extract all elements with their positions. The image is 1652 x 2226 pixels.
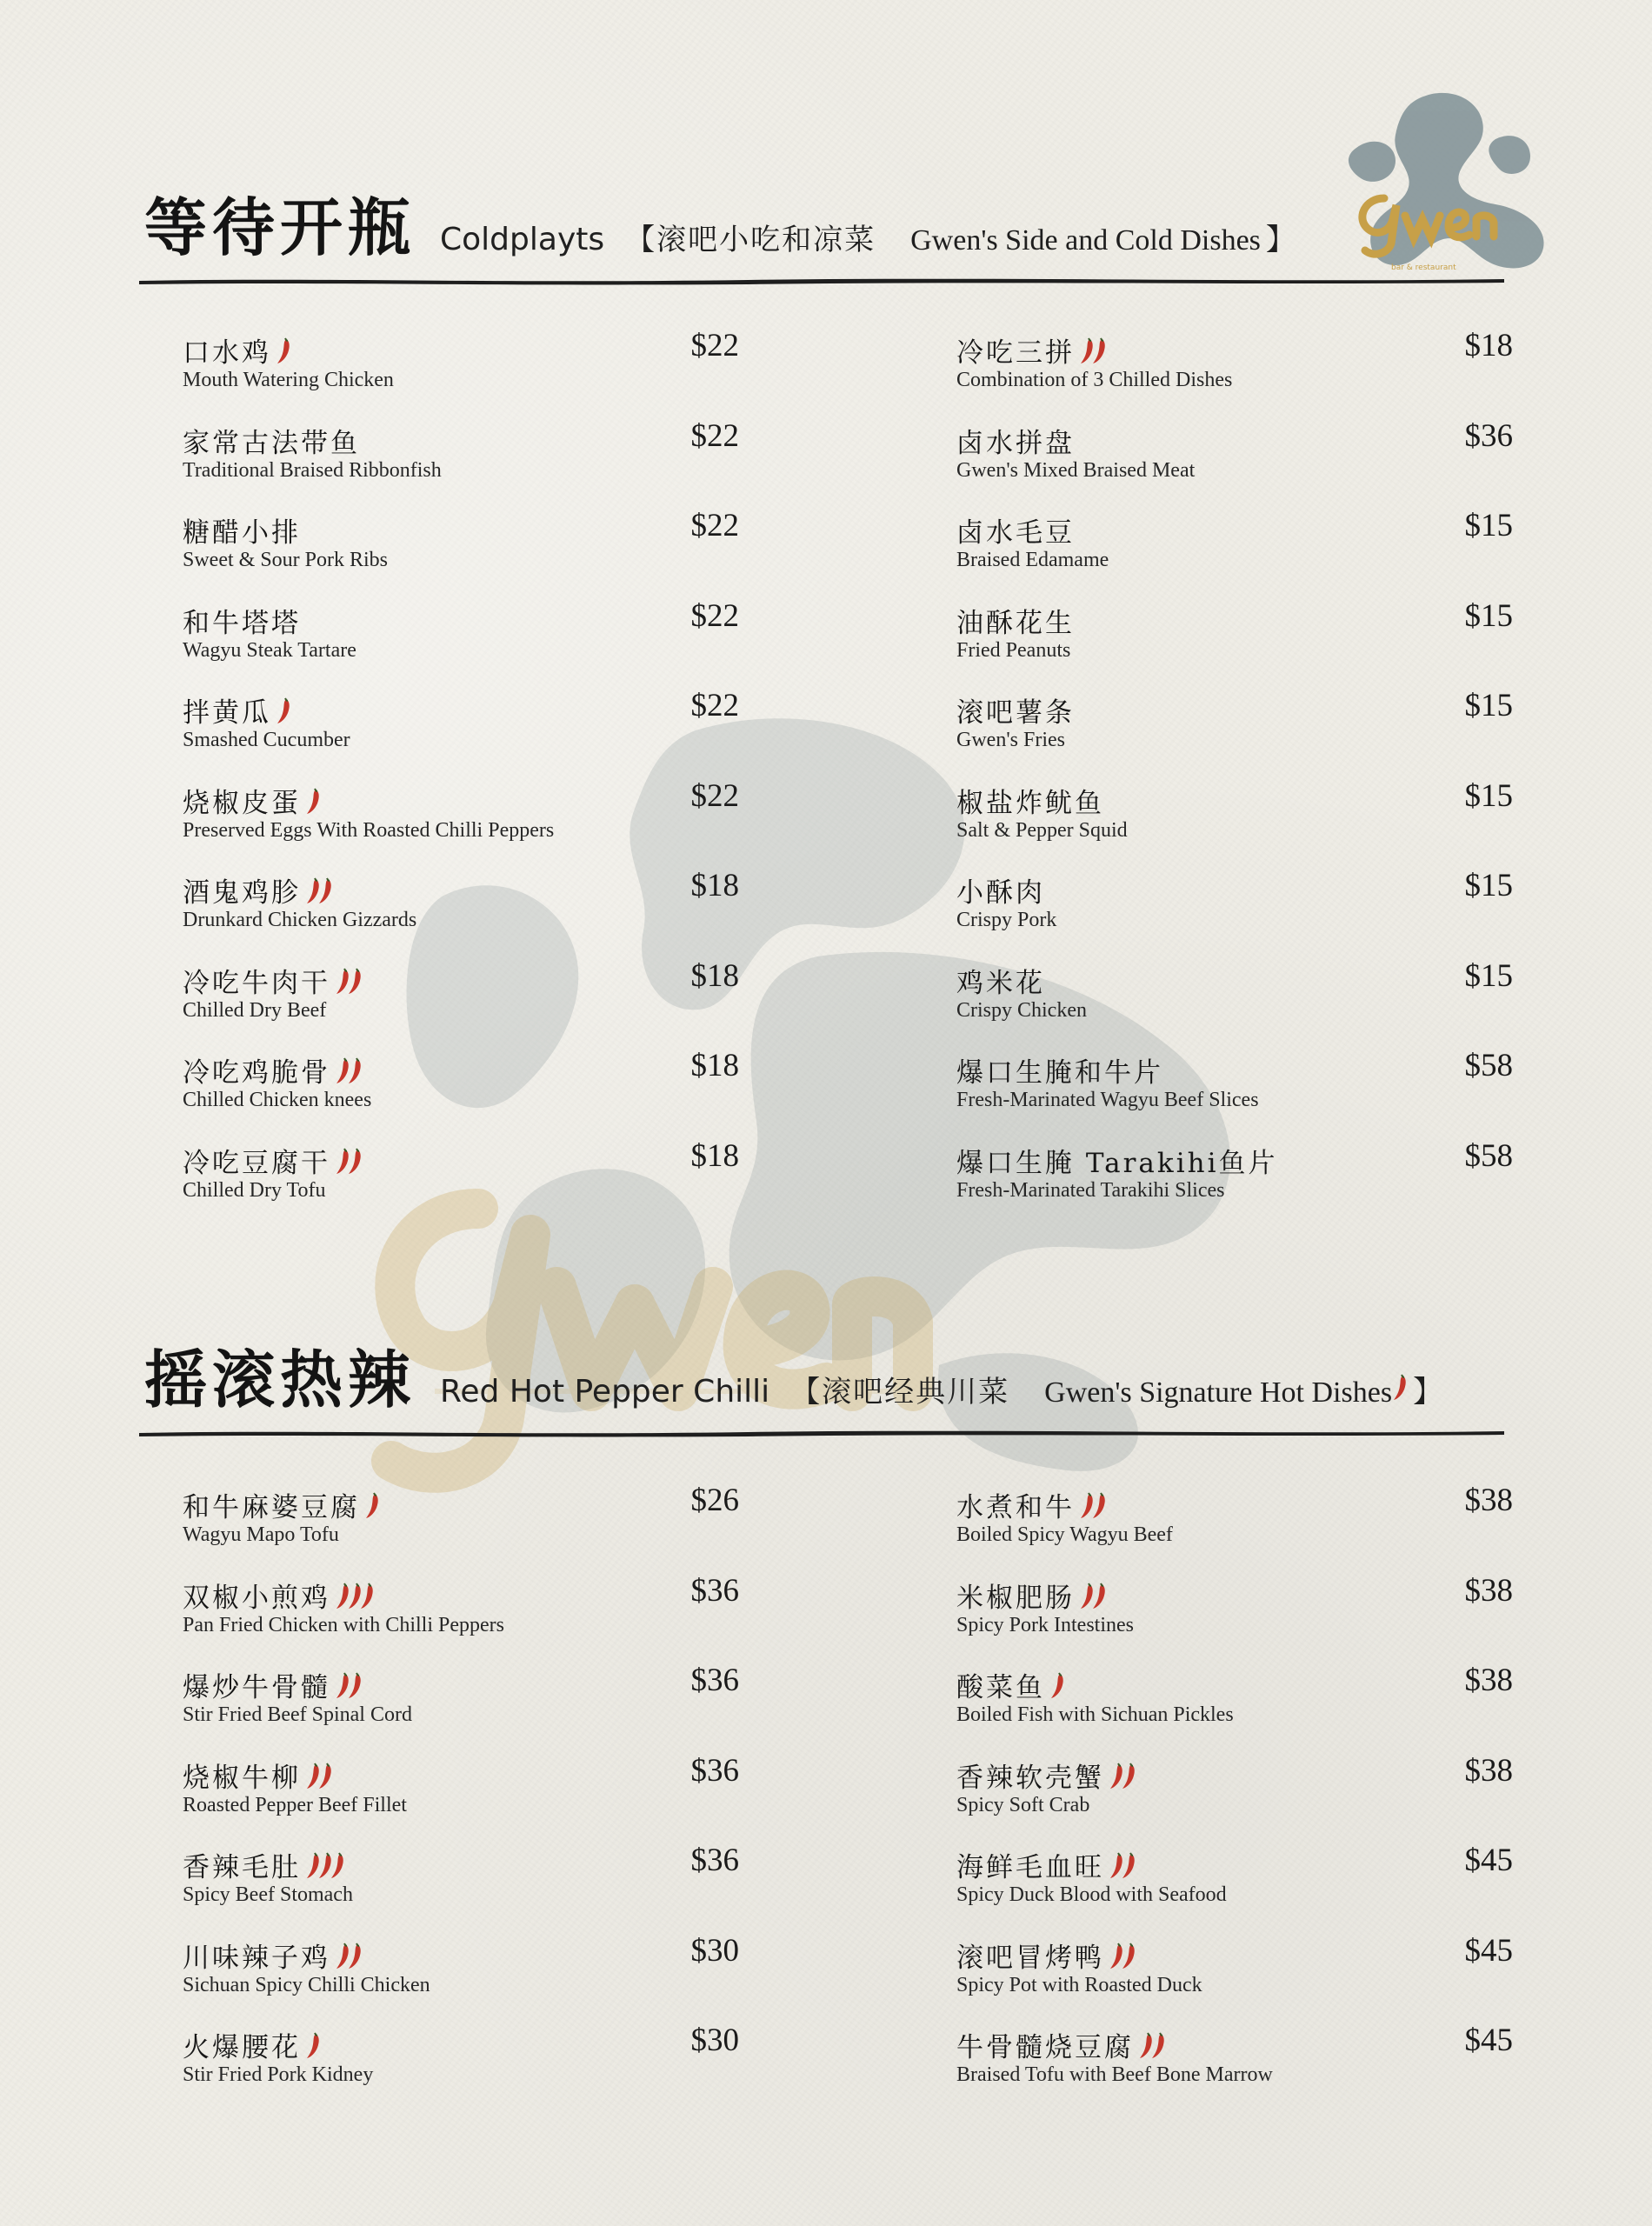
brush-divider	[139, 1425, 1504, 1439]
menu-item-name-en: Boiled Fish with Sichuan Pickles	[956, 1703, 1234, 1726]
chili-icon	[1120, 1852, 1137, 1880]
menu-item-name-cn-text: 烧椒皮蛋	[183, 787, 301, 819]
menu-item	[183, 1752, 739, 1834]
menu-item	[956, 690, 1513, 769]
menu-item-name-cn	[956, 870, 1045, 910]
menu-item-price: $58	[1464, 1137, 1513, 1174]
chili-icon	[358, 1583, 376, 1610]
svg-text:bar & restaurant: bar & restaurant	[1391, 263, 1456, 272]
menu-item-name-cn-text: 小酥肉	[956, 877, 1045, 909]
menu-item	[956, 330, 1513, 409]
spice-level	[334, 1057, 358, 1092]
menu-item-name-cn	[183, 1936, 358, 1977]
menu-item-name-en: Gwen's Fries	[956, 729, 1065, 751]
spice-level	[1078, 337, 1102, 372]
menu-item-name-cn	[956, 330, 1102, 372]
spice-level	[304, 788, 316, 823]
chili-icon	[346, 1057, 363, 1085]
menu-item-name-cn	[183, 1845, 341, 1887]
menu-item	[183, 870, 739, 949]
menu-item-name-cn	[183, 690, 287, 732]
spice-level	[1078, 1583, 1102, 1617]
menu-item-name-cn-text: 冷吃三拼	[956, 337, 1075, 369]
section-subtitle-cn: 【滚吧经典川菜	[790, 1375, 1010, 1410]
menu-item-price: $36	[690, 1572, 739, 1609]
menu-item-name-en: Fresh-Marinated Tarakihi Slices	[956, 1178, 1225, 1202]
spice-level	[275, 337, 287, 372]
chili-icon	[1049, 1672, 1066, 1700]
spice-level	[304, 877, 329, 912]
menu-item-name-cn	[183, 1141, 358, 1183]
menu-item-price: $22	[690, 328, 739, 363]
menu-item-name-en: Spicy Pork Intestines	[956, 1613, 1134, 1636]
menu-item-name-cn-text: 爆炒牛骨髓	[183, 1672, 330, 1703]
menu-item	[956, 870, 1513, 949]
menu-item-price: $36	[690, 1843, 739, 1878]
spice-level	[304, 1852, 341, 1887]
menu-item-name-en: Mouth Watering Chicken	[183, 369, 394, 391]
menu-item-name-cn-text: 酒鬼鸡胗	[183, 877, 301, 909]
menu-item	[956, 1932, 1513, 2014]
menu-item-name-cn	[956, 1756, 1132, 1797]
menu-item-name-cn-text: 双椒小煎鸡	[183, 1582, 330, 1614]
menu-item	[956, 1752, 1513, 1834]
menu-item-name-cn-text: 爆口生腌 Tarakihi鱼片	[956, 1147, 1278, 1179]
menu-item-name-en: Chilled Dry Beef	[183, 998, 327, 1022]
menu-item-name-cn-text: 烧椒牛柳	[183, 1762, 301, 1794]
menu-item-name-cn	[183, 1576, 370, 1617]
menu-item-name-cn	[956, 510, 1075, 550]
menu-item	[956, 1845, 1513, 1923]
menu-item-price: $22	[690, 597, 739, 634]
menu-item-price: $45	[1464, 1843, 1513, 1878]
chili-icon	[1392, 1374, 1408, 1405]
menu-item-name-en: Wagyu Steak Tartare	[183, 638, 356, 662]
menu-item	[183, 417, 739, 499]
chili-icon	[316, 1763, 334, 1790]
chili-icon	[346, 1943, 363, 1970]
menu-item-name-en: Crispy Pork	[956, 909, 1057, 931]
spice-level	[334, 1672, 358, 1707]
menu-item-price: $22	[690, 508, 739, 543]
chili-icon	[304, 788, 322, 816]
menu-item-name-en: Spicy Soft Crab	[956, 1793, 1090, 1816]
menu-item-name-cn-text: 香辣毛肚	[183, 1852, 301, 1883]
menu-item-price: $26	[690, 1483, 739, 1518]
chili-icon	[275, 697, 292, 725]
menu-item	[956, 1572, 1513, 1654]
menu-item-name-cn	[956, 690, 1075, 730]
menu-item	[183, 330, 739, 409]
menu-item-name-en: Roasted Pepper Beef Fillet	[183, 1793, 407, 1816]
menu-item-name-cn-text: 冷吃豆腐干	[183, 1147, 330, 1179]
chili-icon	[1090, 1492, 1108, 1520]
menu-item-price: $22	[690, 688, 739, 723]
menu-item-name-cn	[183, 330, 287, 372]
chili-icon	[1090, 337, 1108, 365]
spice-level	[304, 1763, 329, 1797]
menu-item-name-en: Sichuan Spicy Chilli Chicken	[183, 1973, 430, 1996]
menu-item-name-cn	[183, 2025, 316, 2067]
section-title-script: Red Hot Pepper Chilli	[440, 1374, 770, 1410]
menu-item	[183, 510, 739, 589]
section-subtitle-bracket: 】	[1413, 1375, 1443, 1410]
spice-level	[1049, 1672, 1061, 1707]
menu-item-price: $18	[690, 1048, 739, 1083]
spice-level	[304, 2032, 316, 2067]
menu-item-name-cn	[956, 1845, 1132, 1887]
menu-item-name-cn	[956, 1936, 1132, 1977]
menu-item-name-cn-text: 火爆腰花	[183, 2032, 301, 2063]
menu-item-name-cn-text: 冷吃牛肉干	[183, 967, 330, 999]
section-title-cn: 摇滚热辣	[144, 1343, 416, 1416]
menu-item-name-en: Spicy Pot with Roasted Duck	[956, 1973, 1202, 1996]
menu-item-price: $45	[1464, 2023, 1513, 2058]
menu-item-name-cn	[183, 1665, 358, 1707]
menu-item-name-en: Traditional Braised Ribbonfish	[183, 458, 442, 482]
spice-level	[1078, 1492, 1102, 1527]
menu-item-name-cn-text: 拌黄瓜	[183, 697, 271, 729]
menu-item-name-en: Fried Peanuts	[956, 638, 1071, 662]
menu-item-name-cn-text: 水煮和牛	[956, 1492, 1075, 1523]
menu-item-name-cn-text: 鸡米花	[956, 967, 1045, 999]
spice-level	[334, 968, 358, 1003]
menu-item-price: $15	[1464, 597, 1513, 634]
menu-item-price: $36	[690, 1752, 739, 1789]
menu-item-name-cn-text: 和牛麻婆豆腐	[183, 1492, 360, 1523]
menu-item	[956, 510, 1513, 589]
menu-item	[956, 1137, 1513, 1219]
menu-item	[956, 777, 1513, 859]
menu-item-name-en: Gwen's Mixed Braised Meat	[956, 458, 1196, 482]
menu-item-name-en: Stir Fried Beef Spinal Cord	[183, 1703, 412, 1726]
section-subtitle-en: Gwen's Side and Cold Dishes	[910, 224, 1261, 257]
menu-item-name-en: Sweet & Sour Pork Ribs	[183, 549, 389, 571]
menu-item-name-cn-text: 滚吧薯条	[956, 697, 1075, 729]
menu-item-name-cn	[183, 510, 301, 550]
menu-item-price: $38	[1464, 1663, 1513, 1698]
menu-item-name-cn-text: 爆口生腌和牛片	[956, 1057, 1163, 1089]
menu-item-name-cn	[183, 870, 329, 912]
menu-item-name-cn-text: 卤水毛豆	[956, 517, 1075, 549]
menu-item-price: $38	[1464, 1752, 1513, 1789]
menu-item-price: $58	[1464, 1048, 1513, 1083]
menu-item	[183, 690, 739, 769]
menu-item-price: $38	[1464, 1572, 1513, 1609]
menu-item-name-en: Braised Tofu with Beef Bone Marrow	[956, 2063, 1273, 2086]
menu-item-name-cn	[183, 601, 301, 640]
menu-item-name-en: Chilled Dry Tofu	[183, 1178, 326, 1202]
menu-item-name-cn-text: 椒盐炸鱿鱼	[956, 787, 1104, 819]
menu-item-name-cn	[183, 1050, 358, 1092]
menu-item	[183, 2025, 739, 2103]
menu-item	[956, 597, 1513, 679]
menu-item	[956, 417, 1513, 499]
menu-item-name-en: Wagyu Mapo Tofu	[183, 1523, 339, 1546]
menu-item-name-en: Salt & Pepper Squid	[956, 818, 1128, 842]
menu-item-name-cn	[183, 781, 316, 823]
menu-item-name-en: Preserved Eggs With Roasted Chilli Peppers	[183, 818, 555, 842]
menu-item-name-en: Spicy Beef Stomach	[183, 1883, 353, 1906]
menu-item-price: $15	[1464, 777, 1513, 814]
spice-level	[334, 1583, 370, 1617]
section-header-cold-dishes	[139, 183, 1504, 287]
menu-item	[956, 2025, 1513, 2103]
section-title-script: Coldplayts	[440, 222, 605, 257]
menu-item	[956, 1050, 1513, 1129]
menu-item-name-cn-text: 牛骨髓烧豆腐	[956, 2032, 1134, 2063]
menu-item-name-en: Boiled Spicy Wagyu Beef	[956, 1523, 1173, 1546]
menu-item-price: $38	[1464, 1483, 1513, 1518]
menu-item-name-en: Drunkard Chicken Gizzards	[183, 909, 417, 931]
menu-item-name-cn-text: 和牛塔塔	[183, 607, 301, 639]
menu-item-name-en: Crispy Chicken	[956, 998, 1087, 1022]
menu-item-name-cn	[956, 421, 1075, 460]
menu-item-name-cn	[956, 781, 1104, 820]
menu-item-name-en: Pan Fried Chicken with Chilli Peppers	[183, 1613, 504, 1636]
section-subtitle-cn: 【滚吧小吃和凉菜	[625, 223, 876, 257]
menu-item-name-cn-text: 酸菜鱼	[956, 1672, 1045, 1703]
menu-item-price: $18	[690, 957, 739, 994]
menu-item-name-cn-text: 糖醋小排	[183, 517, 301, 549]
menu-item-price: $30	[690, 2023, 739, 2058]
chili-icon	[363, 1492, 381, 1520]
menu-item-name-cn	[183, 1485, 376, 1527]
brush-divider	[139, 273, 1504, 287]
menu-item	[183, 1845, 739, 1923]
spice-level	[1108, 1852, 1132, 1887]
menu-item-price: $18	[690, 1137, 739, 1174]
menu-item-name-cn	[956, 2025, 1162, 2067]
menu-item-price: $45	[1464, 1932, 1513, 1969]
menu-item-name-cn-text: 海鲜毛血旺	[956, 1852, 1104, 1883]
section-subtitle-bracket: 】	[1265, 223, 1296, 257]
spice-level	[363, 1492, 376, 1527]
spice-level	[275, 697, 287, 732]
menu-item-name-en: Combination of 3 Chilled Dishes	[956, 369, 1233, 391]
menu-item-name-cn-text: 家常古法带鱼	[183, 427, 360, 459]
menu-item-price: $36	[1464, 417, 1513, 454]
menu-item-name-cn	[183, 1756, 329, 1797]
spice-level	[1108, 1763, 1132, 1797]
chili-icon	[329, 1852, 346, 1880]
menu-item-name-cn	[956, 1485, 1102, 1527]
menu-item-name-cn	[956, 601, 1075, 640]
menu-item-name-cn	[956, 1576, 1102, 1617]
menu-item-name-cn-text: 川味辣子鸡	[183, 1942, 330, 1974]
spice-level	[334, 1943, 358, 1977]
menu-item-name-cn	[956, 1141, 1278, 1180]
menu-item-name-en: Chilled Chicken knees	[183, 1089, 372, 1111]
menu-item	[183, 777, 739, 859]
menu-item	[183, 597, 739, 679]
chili-icon	[1120, 1763, 1137, 1790]
menu-item-price: $15	[1464, 868, 1513, 903]
menu-item	[183, 1572, 739, 1654]
chili-icon	[1120, 1943, 1137, 1970]
menu-item	[183, 1485, 739, 1563]
menu-item-name-cn-text: 卤水拼盘	[956, 427, 1075, 459]
menu-item	[183, 1050, 739, 1129]
menu-item	[956, 1485, 1513, 1563]
menu-item	[183, 1137, 739, 1219]
chili-icon	[1149, 2032, 1167, 2060]
spice-level	[334, 1148, 358, 1183]
menu-item-price: $15	[1464, 957, 1513, 994]
menu-item	[956, 957, 1513, 1039]
section-subtitle-en: Gwen's Signature Hot Dishes	[1044, 1376, 1393, 1409]
menu-item-price: $15	[1464, 688, 1513, 723]
menu-item-price: $22	[690, 777, 739, 814]
menu-item-name-cn-text: 香辣软壳蟹	[956, 1762, 1104, 1794]
section-title-cn: 等待开瓶	[144, 190, 416, 264]
menu-item-name-cn	[956, 1050, 1163, 1090]
section-header-hot-dishes	[139, 1335, 1504, 1439]
menu-item-name-cn	[183, 961, 358, 1003]
menu-item-name-cn	[956, 961, 1045, 1000]
menu-item-name-en: Fresh-Marinated Wagyu Beef Slices	[956, 1089, 1259, 1111]
menu-item-name-en: Smashed Cucumber	[183, 729, 350, 751]
chili-icon	[316, 877, 334, 905]
menu-item-price: $15	[1464, 508, 1513, 543]
menu-item	[956, 1665, 1513, 1743]
menu-item	[183, 957, 739, 1039]
menu-item-price: $18	[690, 868, 739, 903]
menu-item	[183, 1665, 739, 1743]
menu-item-name-cn	[183, 421, 360, 460]
chili-icon	[346, 1148, 363, 1176]
spice-level	[1108, 1943, 1132, 1977]
menu-item	[183, 1932, 739, 2014]
menu-item-name-en: Stir Fried Pork Kidney	[183, 2063, 374, 2086]
menu-item-name-cn-text: 口水鸡	[183, 337, 271, 369]
chili-icon	[346, 968, 363, 996]
menu-item-price: $22	[690, 417, 739, 454]
menu-item-name-cn-text: 滚吧冒烤鸭	[956, 1942, 1104, 1974]
chili-icon	[275, 337, 292, 365]
menu-item-name-cn-text: 油酥花生	[956, 607, 1075, 639]
menu-item-price: $36	[690, 1663, 739, 1698]
menu-item-price: $18	[1464, 328, 1513, 363]
menu-item-name-cn-text: 米椒肥肠	[956, 1582, 1075, 1614]
chili-icon	[304, 2032, 322, 2060]
menu-item-price: $30	[690, 1932, 739, 1969]
chili-icon	[1090, 1583, 1108, 1610]
chili-icon	[346, 1672, 363, 1700]
menu-item-name-cn-text: 冷吃鸡脆骨	[183, 1057, 330, 1089]
spice-level	[1137, 2032, 1162, 2067]
menu-item-name-cn	[956, 1665, 1061, 1707]
menu-item-name-en: Spicy Duck Blood with Seafood	[956, 1883, 1227, 1906]
menu-item-name-en: Braised Edamame	[956, 549, 1109, 571]
